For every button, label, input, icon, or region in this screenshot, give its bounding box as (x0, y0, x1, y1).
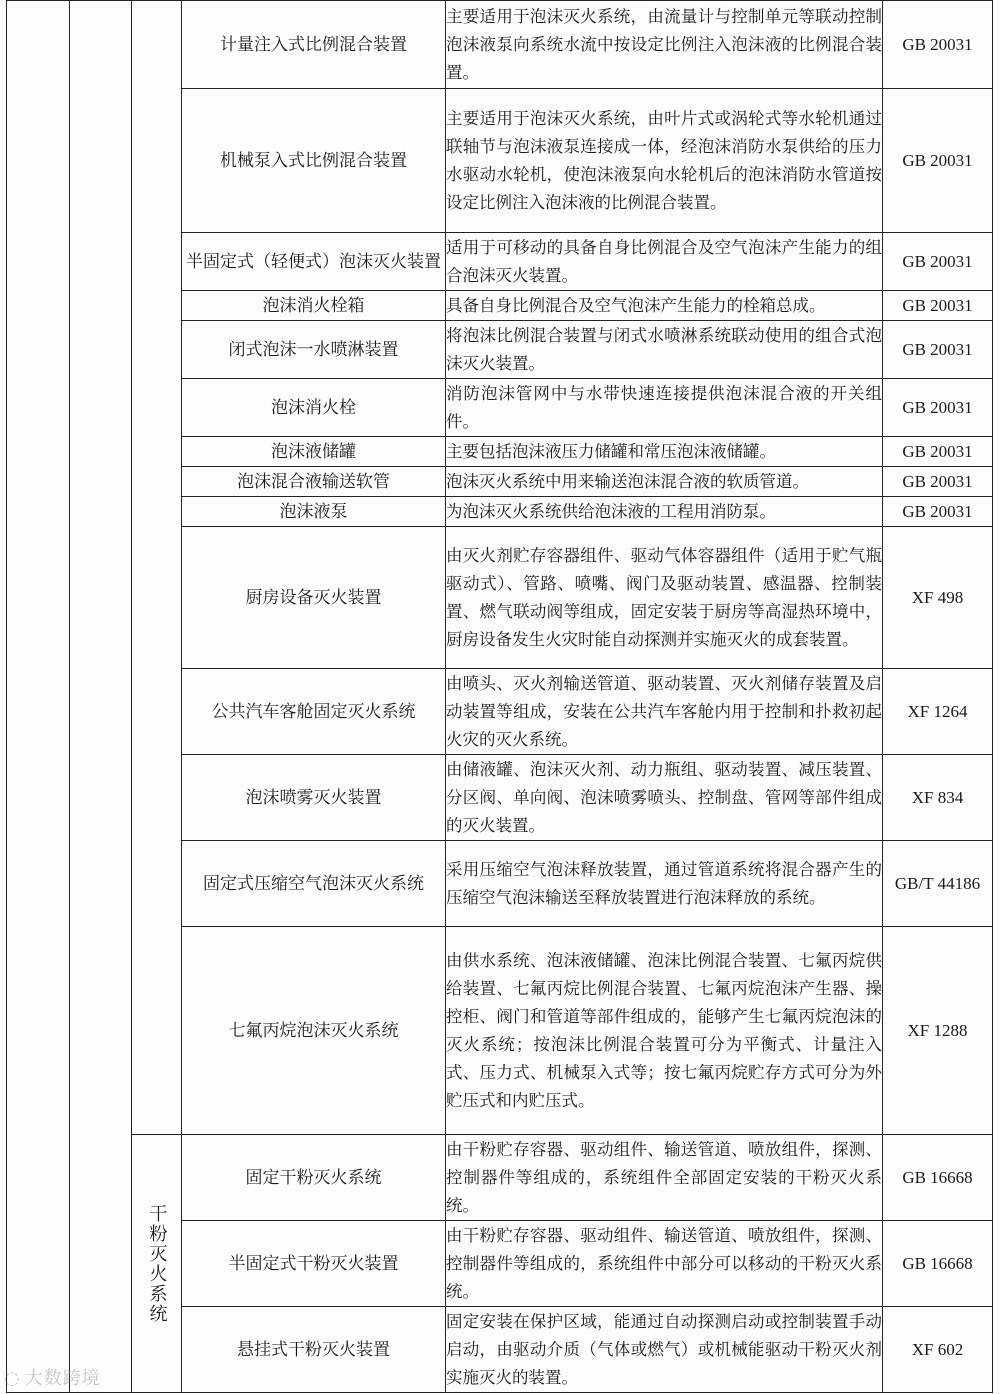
product-description: 由储液罐、泡沫灭火剂、动力瓶组、驱动装置、减压装置、分区阀、单向阀、泡沫喷雾喷头、控制盘、管网等部件组成的灭火装置。 (446, 755, 883, 841)
product-description: 主要适用于泡沫灭火系统，由叶片式或涡轮式等水轮机通过联轴节与泡沫液泵连接成一体，经泡沫消防水泵供给的压力水驱动水轮机，使泡沫液泵向水轮机后的泡沫消防水管道按设定比例注入泡沫液的比例混合装置。 (446, 89, 883, 233)
standard-code: GB 16668 (883, 1221, 993, 1307)
product-description: 采用压缩空气泡沫释放装置，通过管道系统将混合器产生的压缩空气泡沫输送至释放装置进行泡沫释放的系统。 (446, 841, 883, 927)
watermark (4, 1364, 101, 1390)
product-name: 公共汽车客舱固定灭火系统 (182, 669, 446, 755)
merged-blank-cell (132, 1, 182, 1135)
standard-code: GB 20031 (883, 379, 993, 437)
standard-code: GB 20031 (883, 437, 993, 467)
category-dry-powder: 干粉灭火系统 (132, 1135, 182, 1393)
product-description: 适用于可移动的具备自身比例混合及空气泡沫产生能力的组合泡沫灭火装置。 (446, 233, 883, 291)
product-name: 机械泵入式比例混合装置 (182, 89, 446, 233)
merged-blank-cell (7, 1, 70, 1393)
product-name: 半固定式（轻便式）泡沫灭火装置 (182, 233, 446, 291)
product-description: 由灭火剂贮存容器组件、驱动气体容器组件（适用于贮气瓶驱动式）、管路、喷嘴、阀门及驱动装置、感温器、控制装置、燃气联动阀等组成，固定安装于厨房等高湿热环境中，厨房设备发生火灾时能自动探测并实施灭火的成套装置。 (446, 527, 883, 669)
product-name: 厨房设备灭火装置 (182, 527, 446, 669)
standard-code: GB 20031 (883, 321, 993, 379)
product-description: 主要适用于泡沫灭火系统，由流量计与控制单元等联动控制泡沫液泵向系统水流中按设定比例注入泡沫液的比例混合装置。 (446, 1, 883, 89)
product-name: 闭式泡沫一水喷淋装置 (182, 321, 446, 379)
merged-blank-cell (70, 1, 132, 1393)
product-name: 半固定式干粉灭火装置 (182, 1221, 446, 1307)
watermark-logo-icon: ◌ (4, 1368, 21, 1389)
product-description: 由干粉贮存容器、驱动组件、输送管道、喷放组件，探测、控制器件等组成的，系统组件中部分可以移动的干粉灭火系统。 (446, 1221, 883, 1307)
product-description: 消防泡沫管网中与水带快速连接提供泡沫混合液的开关组件。 (446, 379, 883, 437)
product-name: 泡沫喷雾灭火装置 (182, 755, 446, 841)
table-row (7, 1135, 993, 1221)
standard-code: XF 498 (883, 527, 993, 669)
product-name: 泡沫液泵 (182, 497, 446, 527)
standard-code: GB 20031 (883, 497, 993, 527)
standard-code: XF 602 (883, 1307, 993, 1393)
product-name: 计量注入式比例混合装置 (182, 1, 446, 89)
product-name: 固定式压缩空气泡沫灭火系统 (182, 841, 446, 927)
standard-code: GB 20031 (883, 291, 993, 321)
product-name: 悬挂式干粉灭火装置 (182, 1307, 446, 1393)
table-row (7, 1, 993, 89)
product-name: 泡沫液储罐 (182, 437, 446, 467)
product-name: 固定干粉灭火系统 (182, 1135, 446, 1221)
standard-code: GB/T 44186 (883, 841, 993, 927)
standard-code: XF 1288 (883, 927, 993, 1135)
product-description: 泡沫灭火系统中用来输送泡沫混合液的软质管道。 (446, 467, 883, 497)
standard-code: GB 20031 (883, 89, 993, 233)
standard-code: GB 20031 (883, 467, 993, 497)
standard-code: GB 20031 (883, 233, 993, 291)
product-description: 主要包括泡沫液压力储罐和常压泡沫液储罐。 (446, 437, 883, 467)
product-description: 由喷头、灭火剂输送管道、驱动装置、灭火剂储存装置及启动装置等组成，安装在公共汽车客舱内用于控制和扑救初起火灾的灭火系统。 (446, 669, 883, 755)
product-description: 固定安装在保护区域，能通过自动探测启动或控制装置手动启动，由驱动介质（气体或燃气）或机械能驱动干粉灭火剂实施灭火的装置。 (446, 1307, 883, 1393)
standard-code: XF 834 (883, 755, 993, 841)
product-name: 七氟丙烷泡沫灭火系统 (182, 927, 446, 1135)
product-description: 为泡沫灭火系统供给泡沫液的工程用消防泵。 (446, 497, 883, 527)
standard-code: GB 16668 (883, 1135, 993, 1221)
product-description: 由供水系统、泡沫液储罐、泡沫比例混合装置、七氟丙烷供给装置、七氟丙烷比例混合装置、七氟丙烷泡沫产生器、操控柜、阀门和管道等部件组成的，能够产生七氟丙烷泡沫的灭火系统；按泡沫比例混合装置可分为平衡式、计量注入式、压力式、机械泵入式等；按七氟丙烷贮存方式可分为外贮压式和内贮压式。 (446, 927, 883, 1135)
standard-code: XF 1264 (883, 669, 993, 755)
standard-code: GB 20031 (883, 1, 993, 89)
watermark-text: 大数跨境 (24, 1368, 101, 1389)
product-name: 泡沫消火栓箱 (182, 291, 446, 321)
product-name: 泡沫消火栓 (182, 379, 446, 437)
product-description: 具备自身比例混合及空气泡沫产生能力的栓箱总成。 (446, 291, 883, 321)
product-description: 由干粉贮存容器、驱动组件、输送管道、喷放组件，探测、控制器件等组成的，系统组件全部固定安装的干粉灭火系统。 (446, 1135, 883, 1221)
product-standard-table (6, 0, 993, 1393)
product-description: 将泡沫比例混合装置与闭式水喷淋系统联动使用的组合式泡沫灭火装置。 (446, 321, 883, 379)
product-name: 泡沫混合液输送软管 (182, 467, 446, 497)
